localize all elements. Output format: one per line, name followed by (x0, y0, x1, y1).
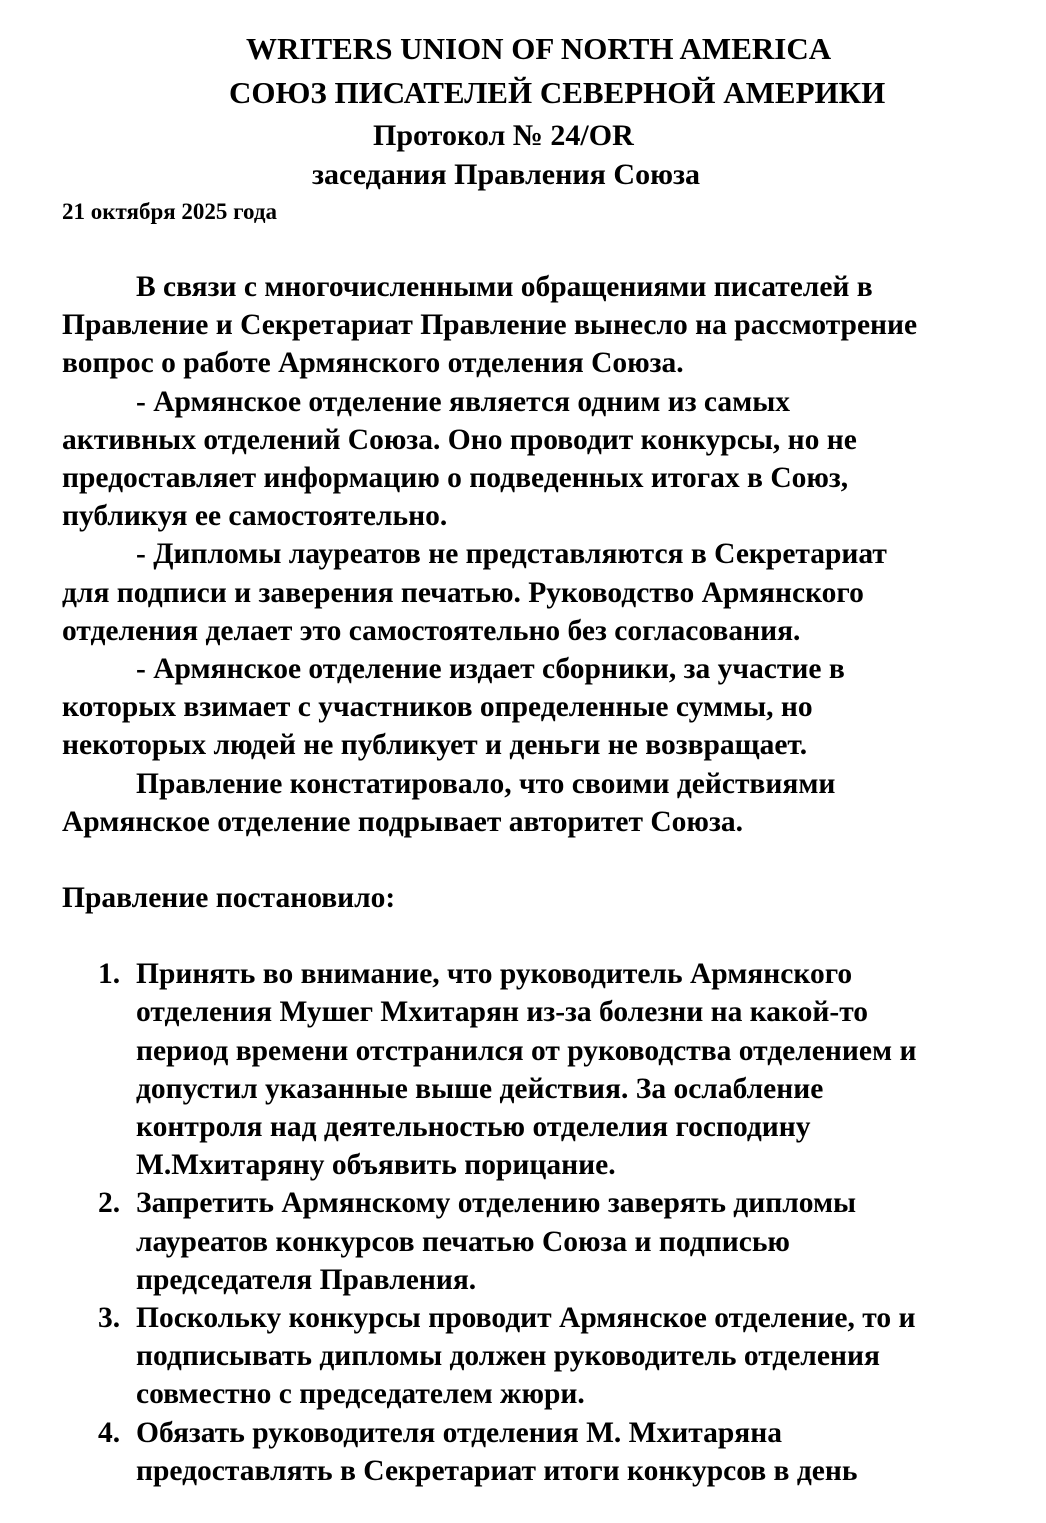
text-line: В связи с многочисленными обращениями писателей в (136, 271, 873, 303)
text-line: совместно с председателем жюри. (136, 1378, 585, 1411)
resolution-heading (62, 879, 1037, 917)
paragraph-intro (62, 268, 1037, 383)
text-line: вопрос о работе Армянского отделения Союза. (62, 347, 684, 380)
decision-number: 2. (98, 1187, 121, 1220)
organization-name-english: WRITERS UNION OF NORTH AMERICA (246, 31, 832, 66)
decision-item (62, 955, 1037, 1184)
text-line: лауреатов конкурсов печатью Союза и подписью (136, 1225, 790, 1258)
paragraph-point-diplomas (62, 535, 1037, 650)
text-line: Правление постановило: (62, 882, 396, 915)
text-line: - Армянское отделение издает сборники, за участие в (136, 653, 845, 686)
meeting-title: заседания Правления Союза (312, 158, 701, 191)
text-line: М.Мхитаряну объявить порицание. (136, 1149, 616, 1182)
decision-list (62, 955, 1037, 1490)
decision-item (62, 1299, 1037, 1414)
paragraph-point-collections (62, 650, 1037, 765)
organization-name-russian: СОЮЗ ПИСАТЕЛЕЙ СЕВЕРНОЙ АМЕРИКИ (229, 75, 886, 110)
text-line: публикуя ее самостоятельно. (62, 500, 448, 533)
text-line: Правление констатировало, что своими действиями (136, 767, 836, 800)
decision-item (62, 1414, 1037, 1490)
decision-item (62, 1184, 1037, 1299)
text-line: допустил указанные выше действия. За ослабление (136, 1072, 824, 1105)
decision-number: 4. (98, 1416, 121, 1449)
paragraph-conclusion (62, 765, 1037, 841)
text-line: подписывать дипломы должен руководитель отделения (136, 1340, 880, 1373)
text-line: Армянское отделение подрывает авторитет Союза. (62, 805, 743, 838)
text-line: для подписи и заверения печатью. Руководство Армянского (62, 576, 864, 609)
text-line: Правление и Секретариат Правление вынесло на рассмотрение (62, 309, 918, 342)
text-line: - Дипломы лауреатов не представляются в Секретариат (136, 538, 887, 571)
text-line: активных отделений Союза. Оно проводит конкурсы, но не (62, 423, 857, 456)
text-line: которых взимает с участников определенные суммы, но (62, 691, 813, 724)
spacer (62, 917, 1037, 955)
text-line: предоставлять в Секретариат итоги конкурсов в день (136, 1454, 858, 1487)
text-line: председателя Правления. (136, 1263, 477, 1296)
text-line: предоставляет информацию о подведенных итогах в Союз, (62, 462, 849, 495)
text-line: Запретить Армянскому отделению заверять дипломы (136, 1187, 857, 1220)
text-line: Обязать руководителя отделения М. Мхитаряна (136, 1416, 782, 1449)
text-line: контроля над деятельностью отделелия господину (136, 1111, 811, 1144)
decision-number: 3. (98, 1302, 121, 1335)
text-line: некоторых людей не публикует и деньги не возвращает. (62, 729, 808, 762)
decision-number: 1. (98, 958, 121, 991)
text-line: отделения делает это самостоятельно без согласования. (62, 614, 801, 647)
text-line: Принять во внимание, что руководитель Армянского (136, 958, 853, 991)
text-line: период времени отстранился от руководства отделением и (136, 1034, 917, 1067)
document-body (62, 268, 1037, 1490)
spacer (62, 841, 1037, 879)
text-line: Поскольку конкурсы проводит Армянское отделение, то и (136, 1302, 916, 1335)
text-line: отделения Мушег Мхитарян из-за болезни на какой-то (136, 996, 869, 1029)
document-date: 21 октября 2025 года (62, 199, 278, 224)
protocol-number: Протокол № 24/OR (373, 119, 634, 152)
text-line: - Армянское отделение является одним из самых (136, 385, 790, 418)
paragraph-point-competitions (62, 383, 1037, 536)
